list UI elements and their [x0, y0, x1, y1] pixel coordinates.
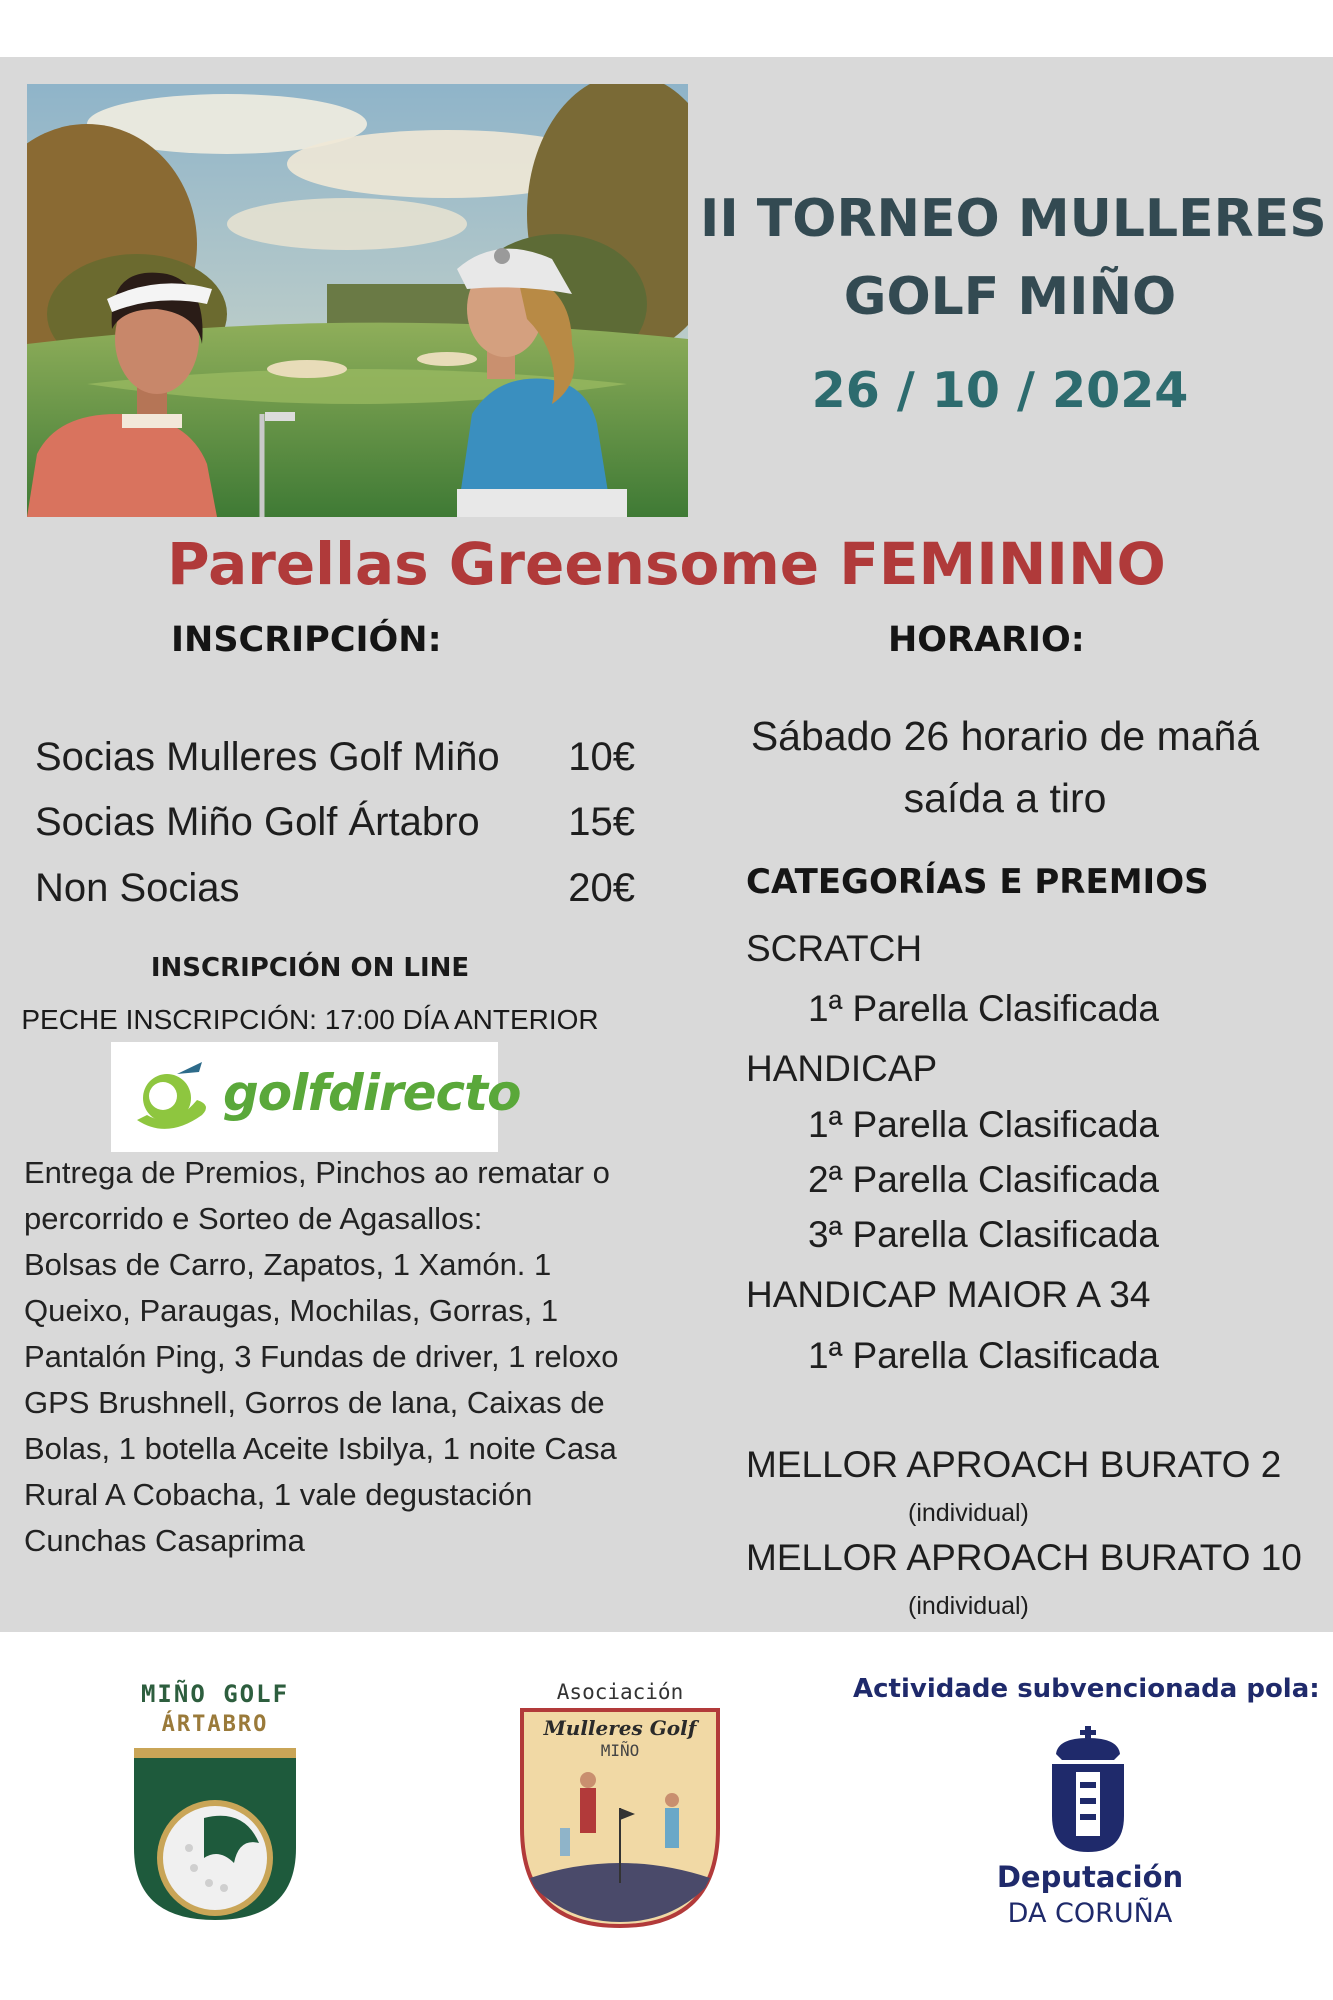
mino-golf-logo-name: MIÑO GOLF [140, 1680, 290, 1708]
golf-ball-icon [127, 1060, 217, 1140]
fee-price: 20€ [568, 866, 635, 910]
tournament-title-line2: GOLF MIÑO [843, 267, 1177, 327]
schedule-heading: HORARIO: [888, 620, 1085, 660]
category-place: 1ª Parella Clasificada [808, 1335, 1159, 1376]
tournament-title-line1: II TORNEO MULLERES [700, 189, 1327, 249]
fee-row [35, 735, 635, 780]
category-handicap-maior: HANDICAP MAIOR A 34 [746, 1274, 1151, 1315]
golfdirecto-logo[interactable] [111, 1042, 521, 1152]
category-handicap: HANDICAP [746, 1048, 938, 1089]
tournament-format: Parellas Greensome FEMININO [167, 530, 1166, 598]
fee-price: 10€ [568, 735, 635, 779]
category-approach-2: MELLOR APROACH BURATO 2 [746, 1444, 1282, 1485]
category-place: 1ª Parella Clasificada [808, 988, 1159, 1029]
tournament-title [700, 180, 1327, 336]
inscription-deadline: PECHE INSCRIPCIÓN: 17:00 DÍA ANTERIOR [21, 1004, 599, 1035]
inscription-heading: INSCRIPCIÓN: [171, 620, 442, 660]
schedule-line2: saída a tiro [903, 775, 1107, 821]
sponsor-label: Actividade subvencionada pola: [853, 1674, 1320, 1704]
fee-price: 15€ [568, 800, 635, 844]
deputacion-logo-sub: DA CORUÑA [1007, 1898, 1173, 1929]
prizes-line: Bolsas de Carro, Zapatos, 1 Xamón. 1 [24, 1247, 552, 1282]
fee-label: Non Socias [35, 866, 240, 910]
approach-note: (individual) [908, 1499, 1029, 1527]
prizes-line: Bolas, 1 botella Aceite Isbilya, 1 noite Casa [24, 1431, 617, 1466]
prizes-line: GPS Brushnell, Gorros de lana, Caixas de [24, 1385, 605, 1420]
category-place: 2ª Parella Clasificada [808, 1159, 1159, 1200]
categories-heading: CATEGORÍAS E PREMIOS [746, 862, 1209, 902]
approach-note: (individual) [908, 1592, 1029, 1620]
mino-golf-logo-sub: ÁRTABRO [161, 1712, 269, 1737]
mulleres-golf-logo-sub: MIÑO [600, 1741, 640, 1760]
category-approach-10: MELLOR APROACH BURATO 10 [746, 1537, 1302, 1578]
fee-row [35, 800, 635, 845]
prizes-line: Rural A Cobacha, 1 vale degustación [24, 1477, 533, 1512]
fee-row [35, 866, 635, 911]
mulleres-golf-logo-name: Mulleres Golf [543, 1716, 697, 1740]
deputacion-shield-icon [1048, 1726, 1128, 1854]
online-inscription-label: INSCRIPCIÓN ON LINE [150, 953, 470, 983]
mulleres-golf-logo-label: Asociación [556, 1680, 684, 1704]
prizes-line: Cunchas Casaprima [24, 1523, 305, 1558]
category-place: 3ª Parella Clasificada [808, 1214, 1159, 1255]
golfdirecto-logo-text: golfdirecto [223, 1064, 521, 1122]
prizes-description [24, 1150, 704, 1564]
golf-women-illustration [27, 84, 688, 517]
prizes-line: percorrido e Sorteo de Agasallos: [24, 1201, 483, 1236]
fee-label: Socias Miño Golf Ártabro [35, 800, 480, 844]
tournament-date: 26 / 10 / 2024 [811, 362, 1189, 419]
schedule-text [700, 705, 1310, 829]
schedule-line1: Sábado 26 horario de mañá [750, 713, 1260, 759]
category-place: 1ª Parella Clasificada [808, 1104, 1159, 1145]
prizes-line: Pantalón Ping, 3 Fundas de driver, 1 reloxo [24, 1339, 619, 1374]
mino-golf-emblem [134, 1748, 296, 1920]
prizes-line: Queixo, Paraugas, Mochilas, Gorras, 1 [24, 1293, 559, 1328]
category-scratch: SCRATCH [746, 928, 923, 969]
prizes-line: Entrega de Premios, Pinchos ao rematar o [24, 1155, 610, 1190]
deputacion-logo-name: Deputación [996, 1860, 1184, 1894]
fee-label: Socias Mulleres Golf Miño [35, 735, 500, 779]
